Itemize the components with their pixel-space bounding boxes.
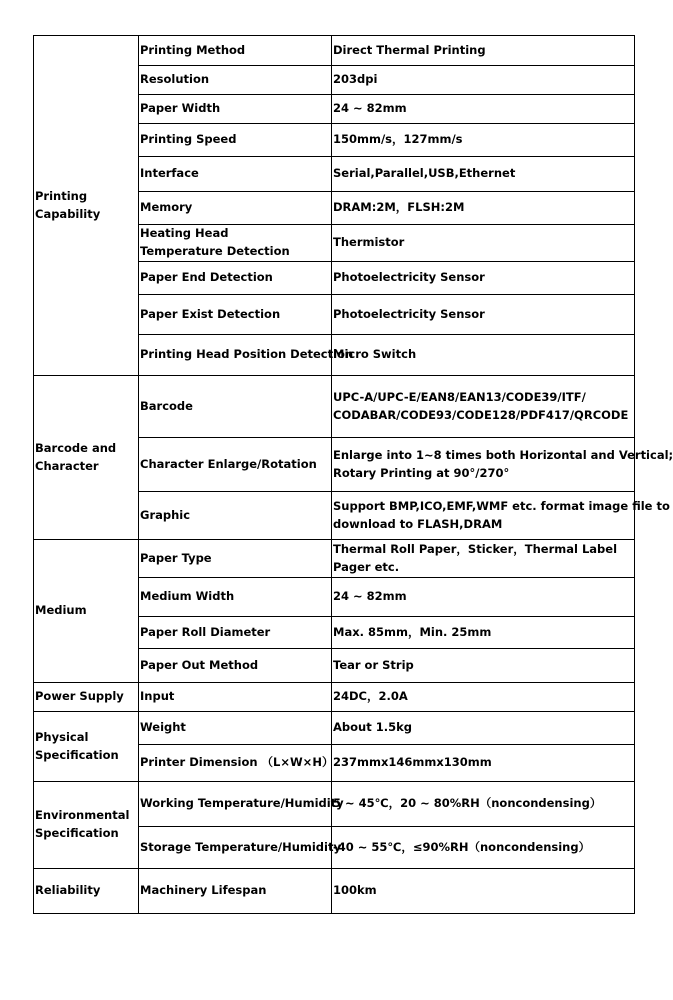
table-row	[34, 376, 635, 438]
value-cell: 203dpi	[332, 66, 635, 95]
value-cell: Serial,Parallel,USB,Ethernet	[332, 157, 635, 192]
item-cell: Weight	[139, 712, 332, 745]
value-cell: 24 ~ 82mm	[332, 578, 635, 617]
category-cell: Medium	[34, 540, 139, 683]
value-cell: Thermal Roll Paper，Sticker，Thermal Label Pager etc.	[332, 540, 635, 578]
item-cell: Paper Exist Detection	[139, 295, 332, 335]
item-cell: Paper Width	[139, 95, 332, 124]
value-cell: Micro Switch	[332, 335, 635, 376]
value-cell: 24DC，2.0A	[332, 683, 635, 712]
item-cell: Machinery Lifespan	[139, 869, 332, 914]
value-cell: 24 ~ 82mm	[332, 95, 635, 124]
item-cell: Heating Head Temperature Detection	[139, 225, 332, 262]
item-cell: Paper Roll Diameter	[139, 617, 332, 649]
value-cell: About 1.5kg	[332, 712, 635, 745]
item-cell: Working Temperature/Humidity	[139, 782, 332, 827]
spec-table-body	[34, 36, 673, 914]
table-row	[34, 683, 635, 712]
item-cell: Interface	[139, 157, 332, 192]
item-cell: Paper End Detection	[139, 262, 332, 295]
item-cell: Paper Out Method	[139, 649, 332, 683]
category-cell: Printing Capability	[34, 36, 139, 376]
item-cell: Printing Head Position Detection	[139, 335, 332, 376]
item-cell: Resolution	[139, 66, 332, 95]
item-cell: Graphic	[139, 492, 332, 540]
item-cell: Memory	[139, 192, 332, 225]
table-row	[34, 782, 635, 827]
item-cell: Paper Type	[139, 540, 332, 578]
value-cell: Photoelectricity Sensor	[332, 295, 635, 335]
value-cell: Direct Thermal Printing	[332, 36, 635, 66]
item-cell: Printer Dimension （L×W×H）	[139, 745, 332, 782]
value-cell: Enlarge into 1~8 times both Horizontal and Vertical; Rotary Printing at 90°/270°	[332, 438, 635, 492]
value-cell: 5 ~ 45℃，20 ~ 80%RH（noncondensing）	[332, 782, 635, 827]
category-cell: Reliability	[34, 869, 139, 914]
category-cell: Barcode and Character	[34, 376, 139, 540]
value-cell: DRAM:2M，FLSH:2M	[332, 192, 635, 225]
table-row	[34, 540, 635, 578]
item-cell: Storage Temperature/Humidity	[139, 827, 332, 869]
value-cell: 237mmx146mmx130mm	[332, 745, 635, 782]
value-cell: UPC-A/UPC-E/EAN8/EAN13/CODE39/ITF/ CODABAR/CODE93/CODE128/PDF417/QRCODE	[332, 376, 635, 438]
category-cell: Environmental Specification	[34, 782, 139, 869]
item-cell: Medium Width	[139, 578, 332, 617]
spec-table	[33, 35, 673, 914]
category-cell: Power Supply	[34, 683, 139, 712]
table-row	[34, 869, 635, 914]
value-cell: -40 ~ 55℃，≤90%RH（noncondensing）	[332, 827, 635, 869]
item-cell: Printing Method	[139, 36, 332, 66]
value-cell: 150mm/s，127mm/s	[332, 124, 635, 157]
value-cell: Photoelectricity Sensor	[332, 262, 635, 295]
item-cell: Barcode	[139, 376, 332, 438]
item-cell: Input	[139, 683, 332, 712]
item-cell: Printing Speed	[139, 124, 332, 157]
value-cell: 100km	[332, 869, 635, 914]
table-row	[34, 712, 635, 745]
value-cell: Max. 85mm，Min. 25mm	[332, 617, 635, 649]
item-cell: Character Enlarge/Rotation	[139, 438, 332, 492]
value-cell: Support BMP,ICO,EMF,WMF etc. format image file to download to FLASH,DRAM	[332, 492, 635, 540]
category-cell: Physical Specification	[34, 712, 139, 782]
value-cell: Thermistor	[332, 225, 635, 262]
table-row	[34, 36, 635, 66]
value-cell: Tear or Strip	[332, 649, 635, 683]
